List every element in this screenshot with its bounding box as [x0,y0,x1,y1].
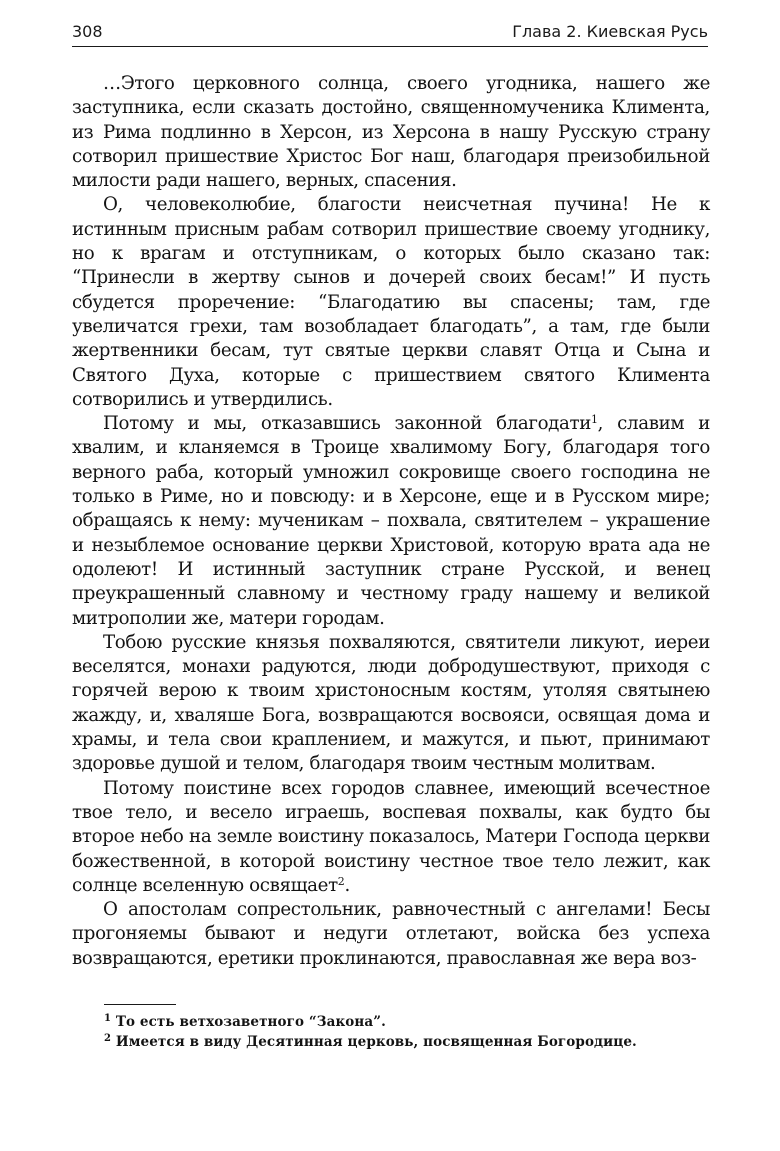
running-title: Глава 2. Киевская Русь [512,22,708,41]
footnote-ref-1: 1 [591,413,598,427]
page-header [72,22,708,46]
paragraph-3 [72,412,710,631]
paragraph-5-text-before: Потому поистине всех городов славнее, имеющий всечестное твое тело, и весело играешь, воспевая похвалы, как будто бы второе небо на земле воистину показалось, Матери Господа церкви божественной, в которой воистину честное твое тело лежит, как солнце вселенную освящает [72,777,710,896]
footnote-text-1: То есть ветхозаветного “Закона”. [115,1014,386,1030]
footnote-ref-2: 2 [337,874,345,888]
paragraph-5 [72,777,710,898]
footnote-rule [104,1004,176,1005]
paragraph-4: Тобою русские князья похваляются, святители ликуют, иереи веселятся, монахи радуются, люди добродушествуют, приходя с горячей верою к твоим христоносным костям, утоляя святынею жажду, и, хваляше Бога, возвращаются восвояси, освящая дома и храмы, и тела свои краплением, и мажутся, и пьют, принимают здоровье душой и телом, благодаря твоим честным молитвам. [72,631,710,775]
page-number: 308 [72,22,103,41]
paragraph-1: …Этого церковного солнца, своего угодника, нашего же заступника, если сказать достойно, священномученика Климента, из Рима подлинно в Херсон, из Херсона в нашу Русскую страну сотворил пришествие Христос Бог наш, благодаря преизобильной милости ради нашего, верных, спасения. [72,73,710,192]
footnote-number-2: 2 [104,1033,112,1044]
paragraph-2: О, человеколюбие, благости неисчетная пучина! Не к истинным присным рабам сотворил пришествие своему угоднику, но к врагам и отступникам, о которых было сказано так: “Принесли в жертву сынов и дочерей своих бесам!” И пусть сбудется проречение: “Благодатию вы спасены; там, где увеличатся грехи, там возобладает благодать”, а там, где были жертвенники бесам, тут святые церкви славят Отца и Сына и Святого Духа, которые с пришествием святого Климента сотворились и утвердились. [72,194,710,410]
footnote-2 [104,1032,704,1052]
paragraph-3-text-before: Потому и мы, отказавшись законной благодати [103,413,592,435]
footnote-number-1: 1 [104,1013,112,1024]
paragraph-5-text-after: . [344,874,350,896]
paragraph-6: О апостолам сопрестольник, равночестный с ангелами! Бесы прогоняемы бывают и недуги отлетают, войска без успеха возвращаются, еретики проклинаются, православная же вера воз- [72,899,710,969]
footnotes [104,1012,704,1052]
main-text [72,72,710,971]
paragraph-3-text-after: , славим и хвалим, и кланяемся в Троице хвалимому Богу, благодаря того верного раба, который умножил сокровище своего господина не только в Риме, но и повсюду: и в Херсоне, еще и в Русском мире; обращаясь к нему: мученикам – похвала, святителем – украшение и незыблемое основание церкви Христовой, которую врата ада не одолеют! И истинный заступник стране Русской, и венец преукрашенный славному и честному граду нашему и великой митрополии же, матери городам. [72,413,710,629]
header-rule [72,46,708,47]
footnote-text-2: Имеется в виду Десятинная церковь, посвященная Богородице. [115,1034,637,1050]
footnote-1 [104,1012,704,1032]
